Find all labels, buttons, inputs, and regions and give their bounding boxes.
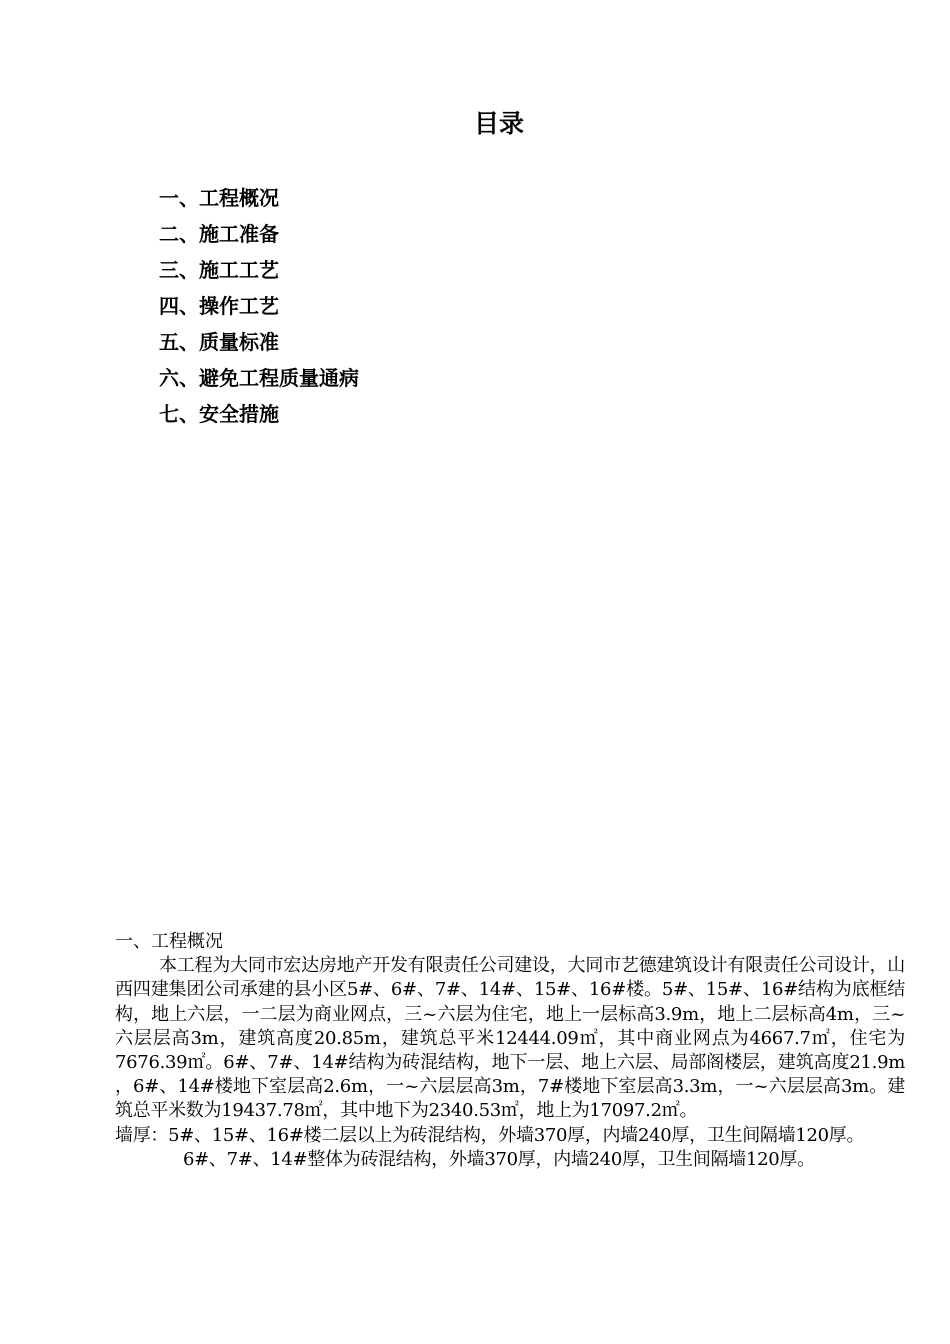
- table-of-contents: [159, 180, 359, 432]
- toc-title: 目录: [473, 109, 524, 138]
- toc-item: 一、工程概况: [159, 186, 279, 210]
- toc-item: 七、安全措施: [159, 402, 279, 426]
- wall-thickness-line-2: 6#、7#、14#整体为砖混结构，外墙370厚，内墙240厚，卫生间隔墙120厚。: [183, 1148, 815, 1170]
- section-project-overview: [115, 930, 905, 1172]
- toc-item: 六、避免工程质量通病: [159, 366, 359, 390]
- toc-item: 四、操作工艺: [159, 294, 279, 318]
- section-heading: 一、工程概况: [115, 931, 223, 952]
- overview-paragraph: 本工程为大同市宏达房地产开发有限责任公司建设，大同市艺德建筑设计有限责任公司设计，山西四建集团公司承建的县小区5#、6#、7#、14#、15#、16#楼。5#、15#、16#结构为底框结构，地上六层，一二层为商业网点，三~六层为住宅，地上一层标高3.9m，地上二层标高4m，三~六层层高3m，建筑高度20.85m，建筑总平米12444.09㎡，其中商业网点为4667.7㎡，住宅为7676.39㎡。6#、7#、14#结构为砖混结构，地下一层、地上六层、局部阁楼层，建筑高度21.9m ，6#、14#楼地下室层高2.6m，一~六层层高3m，7#楼地下室层高3.3m，一~六层层高3m。建筑总平米数为19437.78㎡，其中地下为2340.53㎡，地上为17097.2㎡。: [115, 955, 905, 1122]
- toc-item: 二、施工准备: [159, 222, 279, 246]
- wall-thickness-line-1: 墙厚：5#、15#、16#楼二层以上为砖混结构，外墙370厚，内墙240厚，卫生间隔墙120厚。: [115, 1124, 865, 1146]
- toc-item: 三、施工工艺: [159, 258, 279, 282]
- toc-item: 五、质量标准: [159, 330, 279, 354]
